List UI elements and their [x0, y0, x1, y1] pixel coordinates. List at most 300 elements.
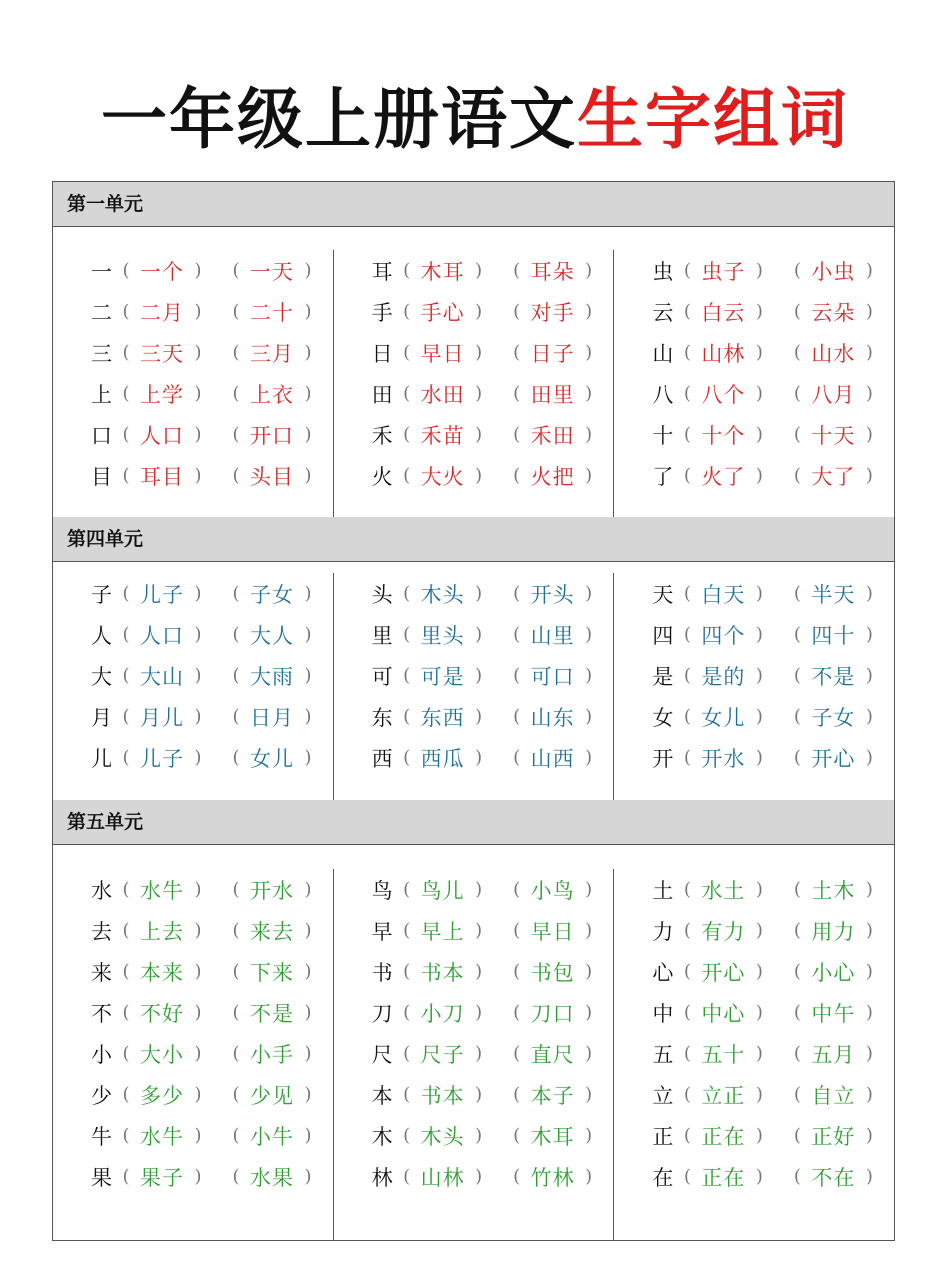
close-paren: ) — [865, 260, 873, 281]
close-paren: ) — [585, 961, 593, 982]
open-paren: ( — [232, 747, 240, 768]
open-paren: ( — [793, 583, 801, 604]
close-paren: ) — [585, 624, 593, 645]
open-paren: ( — [683, 583, 691, 604]
word: 二十 — [250, 300, 294, 325]
word: 木耳 — [420, 259, 465, 284]
word-row — [91, 414, 333, 455]
unit-body — [53, 845, 894, 1240]
character: 山 — [652, 341, 674, 366]
character: 头 — [371, 582, 393, 607]
character: 可 — [371, 664, 393, 689]
character: 大 — [91, 664, 112, 689]
close-paren: ) — [865, 624, 873, 645]
unit-column — [334, 869, 615, 1240]
word: 火了 — [701, 464, 746, 489]
open-paren: ( — [403, 583, 411, 604]
close-paren: ) — [865, 383, 873, 404]
character: 不 — [91, 1001, 112, 1026]
open-paren: ( — [403, 383, 411, 404]
word: 小手 — [250, 1042, 294, 1067]
character: 五 — [652, 1042, 674, 1067]
character: 月 — [91, 705, 112, 730]
unit-section — [53, 182, 894, 517]
word-row — [652, 1156, 894, 1197]
open-paren: ( — [122, 961, 130, 982]
word-row — [652, 655, 894, 696]
close-paren: ) — [755, 920, 763, 941]
open-paren: ( — [403, 424, 411, 445]
word-row — [652, 291, 894, 332]
close-paren: ) — [755, 1084, 763, 1105]
word: 十个 — [701, 423, 746, 448]
open-paren: ( — [232, 1043, 240, 1064]
character: 立 — [652, 1083, 674, 1108]
open-paren: ( — [683, 424, 691, 445]
open-paren: ( — [122, 624, 130, 645]
word: 上衣 — [250, 382, 294, 407]
word-row — [91, 250, 333, 291]
close-paren: ) — [585, 301, 593, 322]
open-paren: ( — [793, 465, 801, 486]
character: 八 — [652, 382, 674, 407]
word: 耳目 — [140, 464, 184, 489]
character: 尺 — [371, 1042, 393, 1067]
word: 山水 — [811, 341, 856, 366]
word: 开水 — [701, 746, 746, 771]
character: 早 — [371, 919, 393, 944]
character: 在 — [652, 1165, 674, 1190]
close-paren: ) — [585, 424, 593, 445]
word: 里头 — [420, 623, 465, 648]
open-paren: ( — [122, 879, 130, 900]
close-paren: ) — [865, 706, 873, 727]
character: 心 — [652, 960, 674, 985]
word-row — [652, 992, 894, 1033]
character: 火 — [371, 464, 393, 489]
open-paren: ( — [683, 747, 691, 768]
close-paren: ) — [865, 1084, 873, 1105]
close-paren: ) — [865, 424, 873, 445]
close-paren: ) — [194, 624, 202, 645]
close-paren: ) — [865, 1125, 873, 1146]
character: 天 — [652, 582, 674, 607]
open-paren: ( — [513, 920, 521, 941]
open-paren: ( — [683, 1125, 691, 1146]
character: 虫 — [652, 259, 674, 284]
open-paren: ( — [793, 706, 801, 727]
open-paren: ( — [513, 583, 521, 604]
word-row — [652, 414, 894, 455]
word-row — [91, 1156, 333, 1197]
open-paren: ( — [232, 665, 240, 686]
close-paren: ) — [304, 706, 312, 727]
word-row — [652, 1115, 894, 1156]
open-paren: ( — [403, 706, 411, 727]
character: 林 — [371, 1165, 393, 1190]
character: 二 — [91, 300, 112, 325]
word: 小心 — [811, 960, 856, 985]
unit-column — [334, 573, 615, 800]
close-paren: ) — [755, 706, 763, 727]
open-paren: ( — [403, 301, 411, 322]
character: 刀 — [371, 1001, 393, 1026]
word-row — [372, 655, 614, 696]
word: 儿子 — [140, 582, 184, 607]
open-paren: ( — [793, 1084, 801, 1105]
word: 不是 — [250, 1001, 294, 1026]
close-paren: ) — [304, 1002, 312, 1023]
word: 日月 — [250, 705, 294, 730]
open-paren: ( — [683, 665, 691, 686]
close-paren: ) — [194, 1166, 202, 1187]
word: 竹林 — [530, 1165, 575, 1190]
word: 十天 — [811, 423, 856, 448]
word-row — [652, 1033, 894, 1074]
character: 来 — [91, 960, 112, 985]
character: 耳 — [371, 259, 393, 284]
word: 木头 — [420, 1124, 465, 1149]
character: 一 — [91, 259, 112, 284]
word: 果子 — [140, 1165, 184, 1190]
unit-column — [614, 869, 894, 1240]
close-paren: ) — [755, 583, 763, 604]
open-paren: ( — [513, 706, 521, 727]
character: 三 — [91, 341, 112, 366]
close-paren: ) — [585, 665, 593, 686]
word-row — [91, 992, 333, 1033]
word-table — [52, 181, 895, 1241]
word-row — [372, 1074, 614, 1115]
open-paren: ( — [232, 624, 240, 645]
character: 开 — [652, 746, 674, 771]
close-paren: ) — [755, 424, 763, 445]
word: 水土 — [701, 878, 746, 903]
close-paren: ) — [585, 1166, 593, 1187]
close-paren: ) — [585, 1084, 593, 1105]
word: 山西 — [530, 746, 575, 771]
unit-section — [53, 517, 894, 800]
word: 三天 — [140, 341, 184, 366]
open-paren: ( — [122, 465, 130, 486]
open-paren: ( — [122, 342, 130, 363]
close-paren: ) — [865, 1043, 873, 1064]
word-row — [91, 573, 333, 614]
close-paren: ) — [304, 383, 312, 404]
open-paren: ( — [122, 583, 130, 604]
open-paren: ( — [513, 665, 521, 686]
word-row — [372, 373, 614, 414]
word: 用力 — [811, 919, 856, 944]
open-paren: ( — [232, 1166, 240, 1187]
open-paren: ( — [683, 1043, 691, 1064]
character: 子 — [91, 582, 112, 607]
open-paren: ( — [793, 961, 801, 982]
character: 田 — [371, 382, 393, 407]
close-paren: ) — [194, 383, 202, 404]
open-paren: ( — [513, 1166, 521, 1187]
word-row — [91, 910, 333, 951]
word-row — [652, 373, 894, 414]
word: 开头 — [530, 582, 575, 607]
character: 力 — [652, 919, 674, 944]
unit-header: 第五单元 — [53, 800, 894, 845]
word: 三月 — [250, 341, 294, 366]
close-paren: ) — [865, 961, 873, 982]
close-paren: ) — [475, 747, 483, 768]
close-paren: ) — [865, 342, 873, 363]
open-paren: ( — [232, 260, 240, 281]
close-paren: ) — [194, 1002, 202, 1023]
close-paren: ) — [755, 301, 763, 322]
open-paren: ( — [513, 342, 521, 363]
close-paren: ) — [865, 465, 873, 486]
word: 书本 — [420, 960, 465, 985]
word: 云朵 — [811, 300, 856, 325]
word: 立正 — [701, 1083, 746, 1108]
word: 白天 — [701, 582, 746, 607]
word: 头目 — [250, 464, 294, 489]
word: 不好 — [140, 1001, 184, 1026]
unit-column — [53, 250, 334, 517]
open-paren: ( — [793, 920, 801, 941]
word: 书包 — [530, 960, 575, 985]
word: 书本 — [420, 1083, 465, 1108]
character: 禾 — [371, 423, 393, 448]
word-row — [652, 951, 894, 992]
word: 虫子 — [701, 259, 746, 284]
open-paren: ( — [403, 879, 411, 900]
word: 小牛 — [250, 1124, 294, 1149]
close-paren: ) — [475, 1125, 483, 1146]
close-paren: ) — [194, 706, 202, 727]
character: 正 — [652, 1124, 674, 1149]
character: 日 — [371, 341, 393, 366]
character: 去 — [91, 919, 112, 944]
word: 大小 — [140, 1042, 184, 1067]
open-paren: ( — [403, 1125, 411, 1146]
word-row — [652, 869, 894, 910]
open-paren: ( — [232, 301, 240, 322]
word-row — [91, 1074, 333, 1115]
close-paren: ) — [304, 624, 312, 645]
open-paren: ( — [683, 383, 691, 404]
word: 木头 — [420, 582, 465, 607]
close-paren: ) — [475, 424, 483, 445]
close-paren: ) — [755, 1002, 763, 1023]
open-paren: ( — [683, 465, 691, 486]
word: 手心 — [420, 300, 465, 325]
word: 多少 — [140, 1083, 184, 1108]
word-row — [91, 1115, 333, 1156]
close-paren: ) — [585, 342, 593, 363]
unit-column — [53, 573, 334, 800]
character: 木 — [371, 1124, 393, 1149]
character: 儿 — [91, 746, 112, 771]
close-paren: ) — [194, 665, 202, 686]
open-paren: ( — [403, 260, 411, 281]
close-paren: ) — [475, 1002, 483, 1023]
word-row — [91, 655, 333, 696]
unit-column — [614, 250, 894, 517]
word-row — [91, 951, 333, 992]
close-paren: ) — [585, 383, 593, 404]
close-paren: ) — [475, 920, 483, 941]
word: 上学 — [140, 382, 184, 407]
close-paren: ) — [585, 1002, 593, 1023]
open-paren: ( — [513, 1043, 521, 1064]
close-paren: ) — [755, 1125, 763, 1146]
close-paren: ) — [304, 920, 312, 941]
character: 上 — [91, 382, 112, 407]
word: 有力 — [701, 919, 746, 944]
open-paren: ( — [403, 920, 411, 941]
close-paren: ) — [865, 920, 873, 941]
word: 子女 — [250, 582, 294, 607]
open-paren: ( — [403, 624, 411, 645]
word: 山东 — [530, 705, 575, 730]
close-paren: ) — [585, 1125, 593, 1146]
open-paren: ( — [403, 747, 411, 768]
word: 少见 — [250, 1083, 294, 1108]
open-paren: ( — [683, 260, 691, 281]
close-paren: ) — [194, 342, 202, 363]
word-row — [372, 250, 614, 291]
word-row — [372, 291, 614, 332]
open-paren: ( — [232, 706, 240, 727]
open-paren: ( — [122, 665, 130, 686]
close-paren: ) — [194, 301, 202, 322]
character: 女 — [652, 705, 674, 730]
close-paren: ) — [475, 301, 483, 322]
character: 四 — [652, 623, 674, 648]
word-row — [652, 455, 894, 496]
open-paren: ( — [122, 1043, 130, 1064]
open-paren: ( — [513, 879, 521, 900]
character: 十 — [652, 423, 674, 448]
open-paren: ( — [683, 342, 691, 363]
close-paren: ) — [755, 1166, 763, 1187]
open-paren: ( — [403, 342, 411, 363]
word: 开水 — [250, 878, 294, 903]
open-paren: ( — [683, 706, 691, 727]
open-paren: ( — [793, 342, 801, 363]
character: 西 — [371, 746, 393, 771]
open-paren: ( — [232, 1084, 240, 1105]
word: 八个 — [701, 382, 746, 407]
word: 上去 — [140, 919, 184, 944]
word-row — [372, 696, 614, 737]
close-paren: ) — [865, 1002, 873, 1023]
open-paren: ( — [403, 1043, 411, 1064]
word: 八月 — [811, 382, 856, 407]
open-paren: ( — [122, 1166, 130, 1187]
open-paren: ( — [232, 1125, 240, 1146]
word: 是的 — [701, 664, 746, 689]
word: 儿子 — [140, 746, 184, 771]
close-paren: ) — [475, 879, 483, 900]
word: 中午 — [811, 1001, 856, 1026]
character: 果 — [91, 1165, 112, 1190]
open-paren: ( — [683, 624, 691, 645]
close-paren: ) — [194, 583, 202, 604]
word: 开口 — [250, 423, 294, 448]
open-paren: ( — [793, 665, 801, 686]
close-paren: ) — [304, 1043, 312, 1064]
close-paren: ) — [304, 1125, 312, 1146]
open-paren: ( — [513, 624, 521, 645]
open-paren: ( — [403, 1166, 411, 1187]
close-paren: ) — [585, 747, 593, 768]
word-row — [372, 455, 614, 496]
close-paren: ) — [585, 583, 593, 604]
word: 大火 — [420, 464, 465, 489]
word: 田里 — [530, 382, 575, 407]
word: 禾苗 — [420, 423, 465, 448]
close-paren: ) — [194, 465, 202, 486]
open-paren: ( — [513, 747, 521, 768]
open-paren: ( — [122, 747, 130, 768]
close-paren: ) — [475, 706, 483, 727]
word: 可是 — [420, 664, 465, 689]
open-paren: ( — [793, 624, 801, 645]
word-row — [372, 614, 614, 655]
open-paren: ( — [513, 1002, 521, 1023]
word-row — [91, 614, 333, 655]
close-paren: ) — [194, 920, 202, 941]
word: 中心 — [701, 1001, 746, 1026]
word-row — [652, 332, 894, 373]
open-paren: ( — [403, 1002, 411, 1023]
page-title — [0, 70, 950, 170]
character: 人 — [91, 623, 112, 648]
word: 四十 — [811, 623, 856, 648]
close-paren: ) — [304, 879, 312, 900]
word: 不是 — [811, 664, 856, 689]
close-paren: ) — [475, 383, 483, 404]
close-paren: ) — [475, 624, 483, 645]
character: 东 — [371, 705, 393, 730]
word: 早日 — [420, 341, 465, 366]
open-paren: ( — [122, 260, 130, 281]
open-paren: ( — [683, 1084, 691, 1105]
word: 子女 — [811, 705, 856, 730]
word: 水田 — [420, 382, 465, 407]
close-paren: ) — [304, 301, 312, 322]
word: 人口 — [140, 423, 184, 448]
word-row — [372, 992, 614, 1033]
title-part-black: 一年级上册语文 — [101, 81, 577, 158]
close-paren: ) — [475, 260, 483, 281]
word: 耳朵 — [530, 259, 575, 284]
word: 早上 — [420, 919, 465, 944]
word: 东西 — [420, 705, 465, 730]
word: 火把 — [530, 464, 575, 489]
word-row — [91, 332, 333, 373]
word-row — [652, 573, 894, 614]
open-paren: ( — [793, 424, 801, 445]
close-paren: ) — [585, 1043, 593, 1064]
word: 直尺 — [530, 1042, 575, 1067]
character: 牛 — [91, 1124, 112, 1149]
word-row — [652, 910, 894, 951]
close-paren: ) — [304, 747, 312, 768]
close-paren: ) — [585, 465, 593, 486]
word: 女儿 — [701, 705, 746, 730]
open-paren: ( — [793, 1043, 801, 1064]
close-paren: ) — [585, 706, 593, 727]
word: 土木 — [811, 878, 856, 903]
